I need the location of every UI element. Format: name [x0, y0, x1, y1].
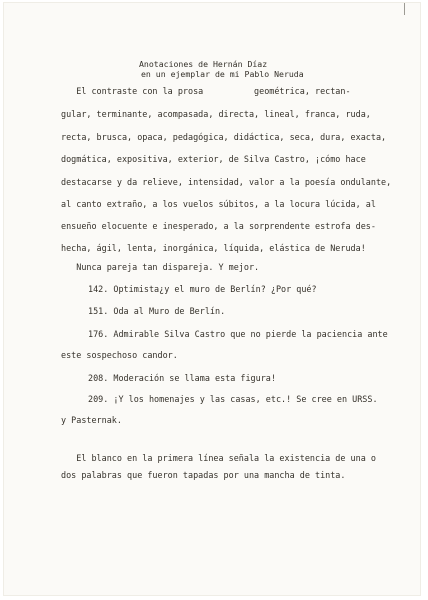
- document-title-line-2: en un ejemplar de mi Pablo Neruda: [141, 69, 304, 79]
- annotation-209-continued: y Pasternak.: [61, 415, 122, 425]
- paragraph-1-line-6: al canto extraño, a los vuelos súbitos, a la locura lúcida, al: [61, 199, 376, 209]
- paragraph-1-line-9: Nunca pareja tan dispareja. Y mejor.: [61, 262, 260, 272]
- annotation-151: 151. Oda al Muro de Berlín.: [88, 306, 226, 316]
- paragraph-1-line-3: recta, brusca, opaca, pedagógica, didáctica, seca, dura, exacta,: [61, 132, 387, 142]
- paragraph-1-line-4: dogmática, expositiva, exterior, de Silva Castro, ¡cómo hace: [61, 154, 366, 164]
- annotation-209: 209. ¡Y los homenajes y las casas, etc.! Se cree en URSS.: [88, 394, 378, 404]
- annotation-208: 208. Moderación se llama esta figura!: [88, 373, 276, 383]
- annotation-142: 142. Optimista¿y el muro de Berlín? ¿Por qué?: [88, 284, 317, 294]
- typewritten-page: [4, 3, 420, 595]
- note-line-2: dos palabras que fueron tapadas por una mancha de tinta.: [61, 470, 346, 480]
- paragraph-1-line-1: El contraste con la prosa geométrica, rectan-: [61, 86, 351, 96]
- document-title-line-1: Anotaciones de Hernán Díaz: [139, 59, 268, 69]
- paragraph-1-line-7: ensueño elocuente e inesperado, a la sorprendente estrofa des-: [61, 221, 376, 231]
- annotation-176: 176. Admirable Silva Castro que no pierde la paciencia ante: [88, 329, 388, 339]
- paragraph-1-line-8: hecha, ágil, lenta, inorgánica, líquida, elástica de Neruda!: [61, 243, 366, 253]
- paragraph-1-line-5: destacarse y da relieve, intensidad, valor a la poesía ondulante,: [61, 177, 392, 187]
- page-edge-mark: [404, 3, 405, 15]
- paragraph-1-line-2: gular, terminante, acompasada, directa, lineal, franca, ruda,: [61, 109, 371, 119]
- annotation-176-continued: este sospechoso candor.: [61, 350, 178, 360]
- note-line-1: El blanco en la primera línea señala la existencia de una o: [61, 453, 376, 463]
